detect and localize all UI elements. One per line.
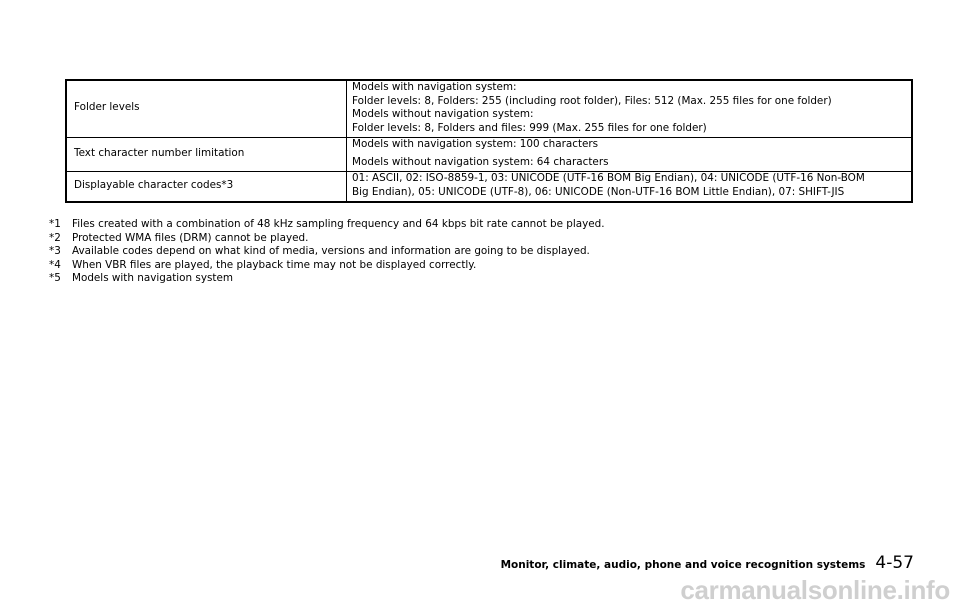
watermark: carmanualsonline.info [680, 575, 950, 605]
value-line: Models with navigation system: 100 characters [352, 138, 599, 150]
page-footer [501, 553, 914, 573]
footnote-mark: *2 [49, 231, 61, 244]
row-label: Text character number limitation [66, 138, 347, 172]
table-row [66, 80, 912, 138]
table-row [66, 138, 912, 172]
row-value [347, 138, 913, 172]
footnote-text: Files created with a combination of 48 kHz sampling frequency and 64 kbps bit rate cannot be played. [72, 218, 605, 230]
footnote-text: When VBR files are played, the playback time may not be displayed correctly. [72, 258, 477, 271]
row-label: Displayable character codes*3 [66, 172, 347, 203]
value-line: Models without navigation system: [352, 108, 534, 120]
value-line: 01: ASCII, 02: ISO-8859-1, 03: UNICODE (UTF-16 BOM Big Endian), 04: UNICODE (UTF-16 Non-BOM [352, 172, 865, 184]
table-row [66, 172, 912, 203]
footnote-text: Available codes depend on what kind of media, versions and information are going to be displayed. [72, 245, 590, 257]
value-line: Folder levels: 8, Folders and files: 999 (Max. 255 files for one folder) [352, 121, 707, 134]
row-label: Folder levels [66, 80, 347, 138]
footnote-mark: *5 [49, 272, 61, 284]
footnote [49, 218, 605, 232]
row-value [347, 80, 913, 138]
footnote [49, 245, 605, 259]
footnote-mark: *4 [49, 258, 61, 271]
value-line: Big Endian), 05: UNICODE (UTF-8), 06: UNICODE (Non-UTF-16 BOM Little Endian), 07: SHIFT-JIS [352, 185, 845, 198]
footnote-text: Protected WMA files (DRM) cannot be played. [72, 231, 309, 244]
value-line: Models without navigation system: 64 characters [352, 155, 609, 168]
spec-table [65, 79, 913, 203]
footnote [49, 259, 605, 273]
footnote-text: Models with navigation system [72, 272, 233, 284]
section-title: Monitor, climate, audio, phone and voice recognition systems [500, 559, 866, 571]
value-line: Models with navigation system: [352, 81, 517, 93]
row-value [347, 172, 913, 203]
footnote [49, 272, 605, 286]
footnote-mark: *3 [49, 245, 61, 257]
value-line: Folder levels: 8, Folders: 255 (including root folder), Files: 512 (Max. 255 files for one folder) [352, 94, 832, 107]
page-number: 4-57 [875, 553, 914, 573]
footnote [49, 232, 605, 246]
footnotes-list [49, 218, 605, 286]
footnote-mark: *1 [49, 218, 61, 230]
